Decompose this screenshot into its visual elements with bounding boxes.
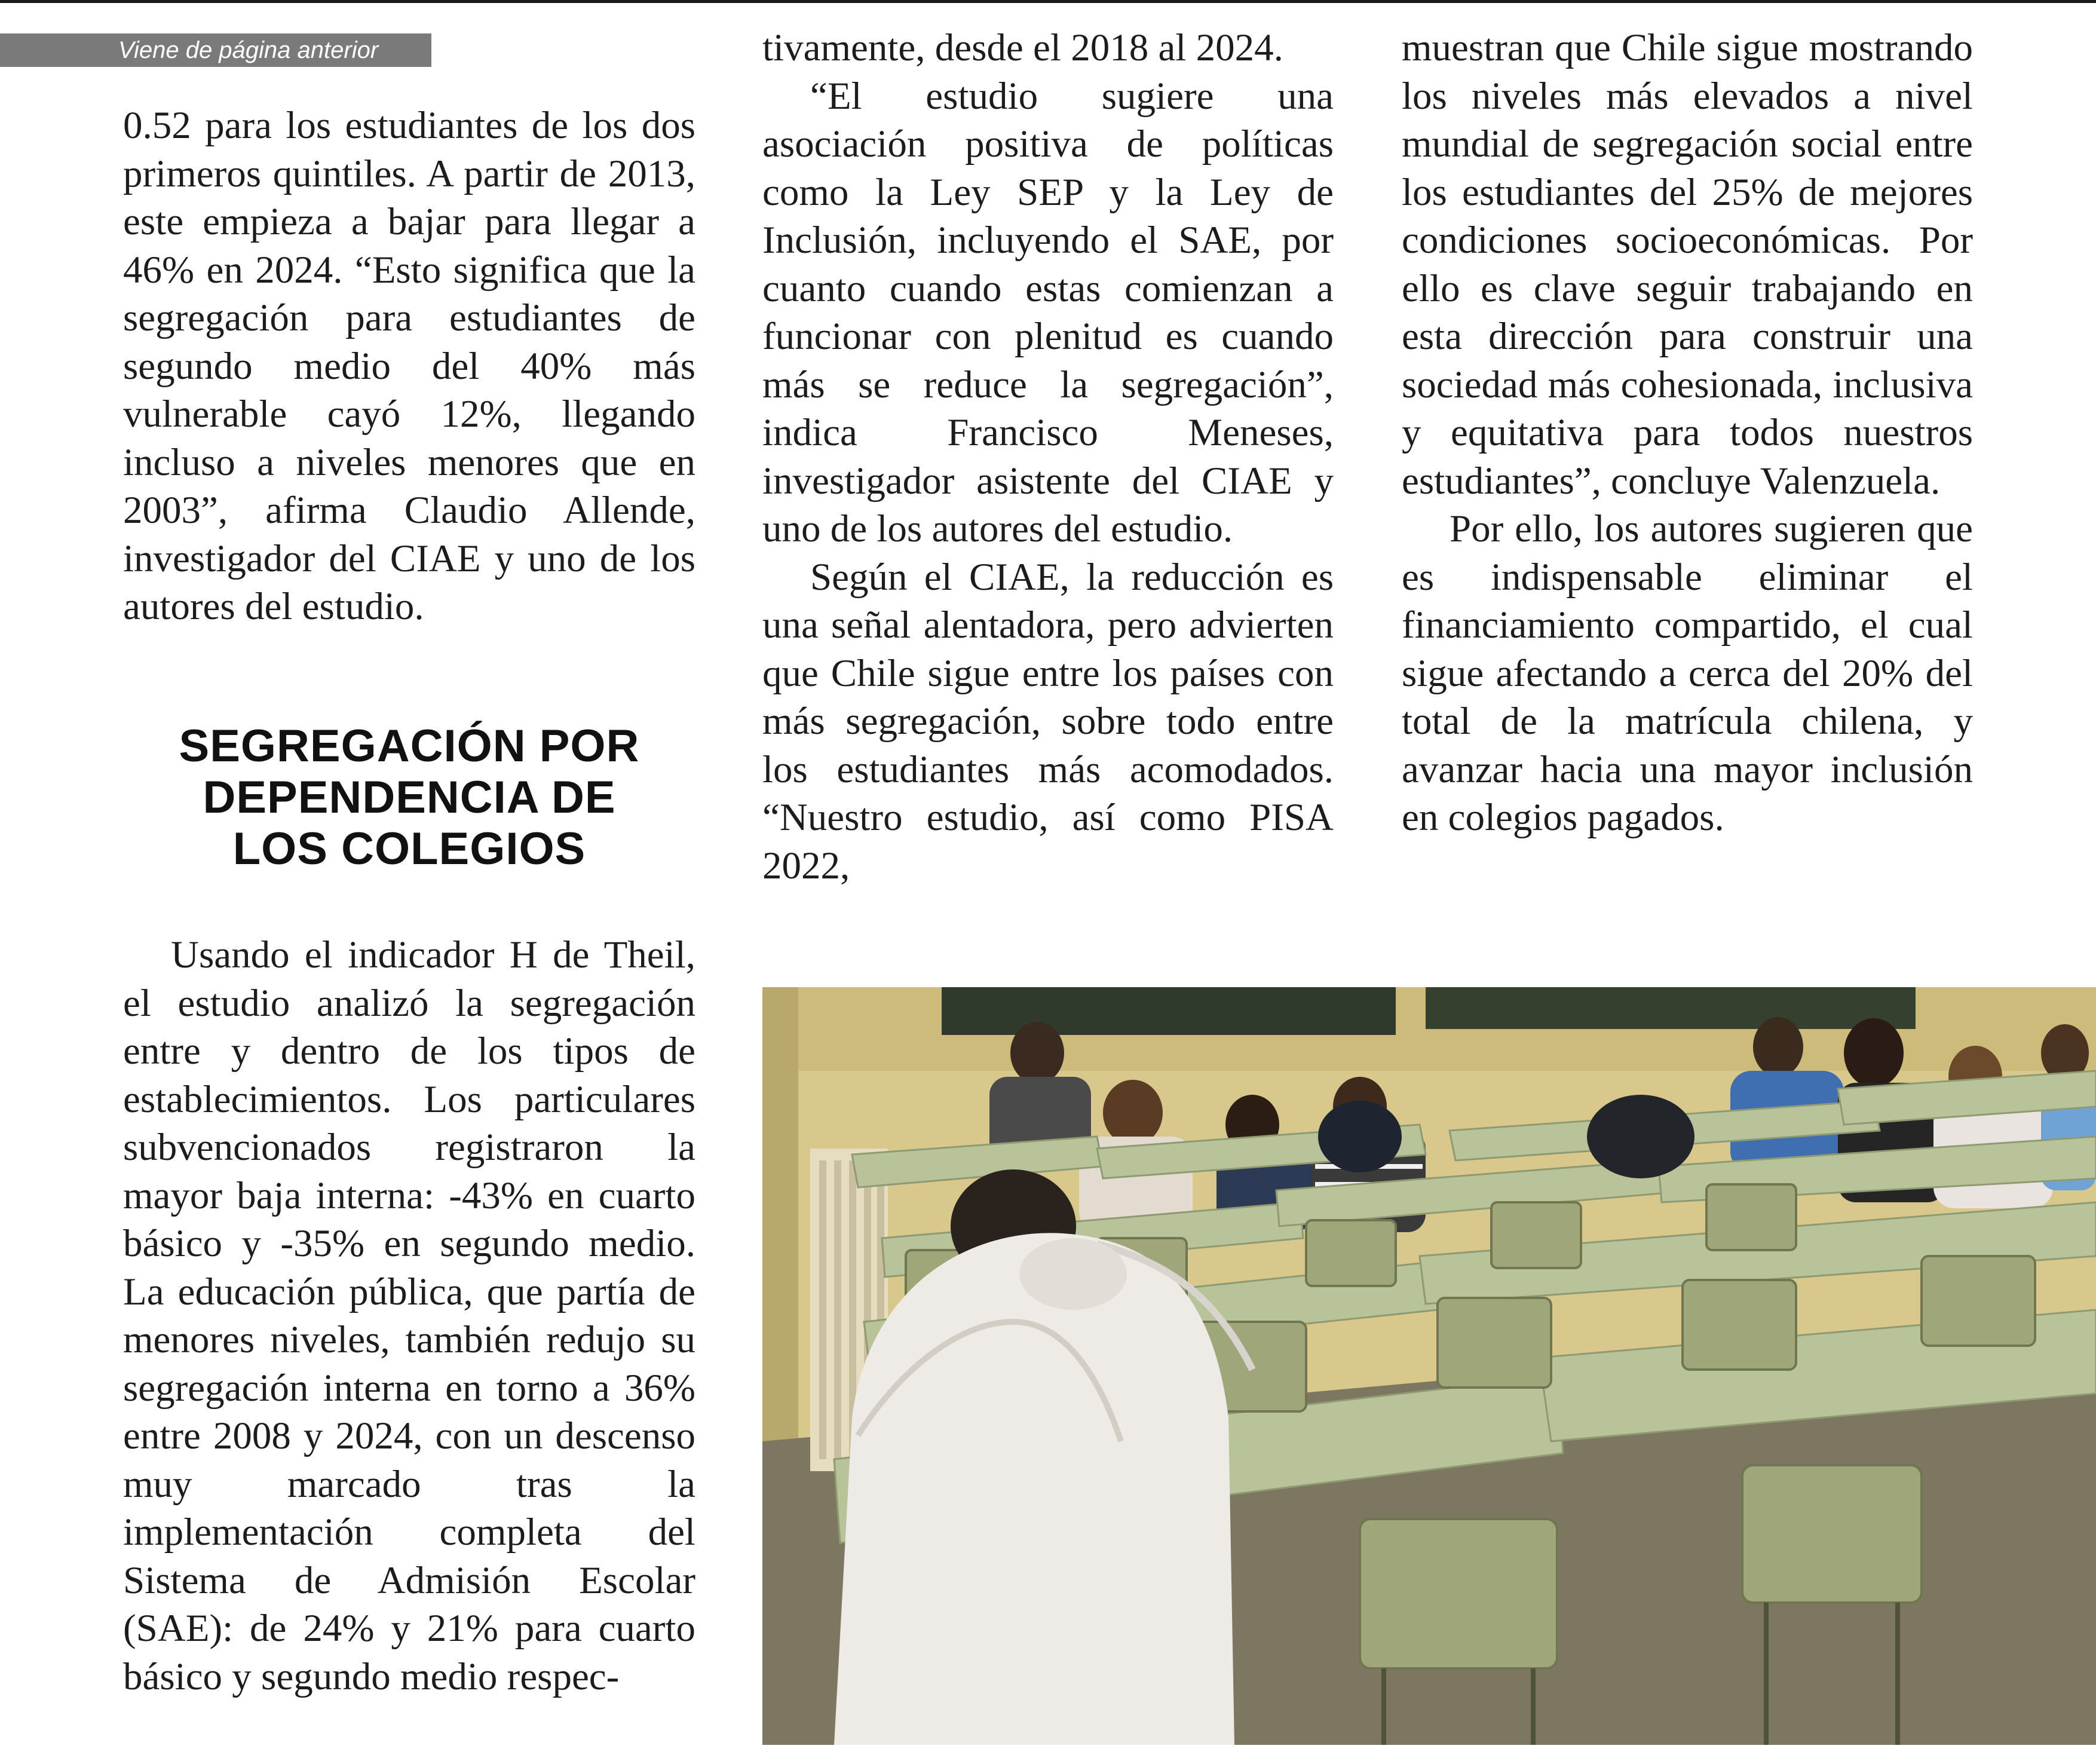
article-column-1-bottom	[123, 931, 695, 1701]
article-column-1-top	[123, 102, 695, 631]
heading-line: DEPENDENCIA DE	[203, 772, 616, 823]
paragraph: Por ello, los autores sugieren que es indispensable eliminar el financiamiento compartido, el cual sigue afectando a cerca del 20% del total de la matrícula chilena, y avanzar hacia una mayor inclusión en colegios pagados.	[1402, 507, 1973, 839]
article-column-3	[1402, 24, 1973, 842]
paragraph: muestran que Chile sigue mostrando los niveles más elevados a nivel mundial de segregación social entre los estudiantes del 25% de mejores condiciones socioeconómicas. Por ello es clave seguir trabajando en esta dirección para construir una sociedad más cohesionada, inclusiva y equitativa para todos nuestros estudiantes”, concluye Valenzuela.	[1402, 26, 1973, 503]
heading-line: LOS COLEGIOS	[232, 823, 586, 874]
paragraph: tivamente, desde el 2018 al 2024.	[762, 26, 1283, 69]
continued-from-previous-page-banner: Viene de página anterior	[0, 33, 431, 67]
paragraph: Según el CIAE, la reducción es una señal alentadora, pero advierten que Chile sigue entre los países con más segregación, sobre todo entre los estudiantes más acomodados. “Nuestro estudio, así como PISA 2022,	[762, 555, 1334, 887]
top-rule	[0, 0, 2096, 3]
paragraph: 0.52 para los estudiantes de los dos primeros quintiles. A partir de 2013, este empieza a bajar para llegar a 46% en 2024. “Esto significa que la segregación para estudiantes de segundo medio del 40% más vulnerable cayó 12%, llegando incluso a niveles menores que en 2003”, afirma Claudio Allende, investigador del CIAE y uno de los autores del estudio.	[123, 104, 695, 628]
classroom-photo	[762, 987, 2096, 1745]
article-column-2	[762, 24, 1334, 890]
classroom-illustration	[762, 987, 2096, 1745]
section-heading	[123, 721, 695, 875]
paragraph: “El estudio sugiere una asociación positiva de políticas como la Ley SEP y la Ley de Inclusión, incluyendo el SAE, por cuanto cuando estas comienzan a funcionar con plenitud es cuando más se reduce la segregación”, indica Francisco Meneses, investigador asistente del CIAE y uno de los autores del estudio.	[762, 74, 1334, 550]
paragraph: Usando el indicador H de Theil, el estudio analizó la segregación entre y dentro de los tipos de establecimientos. Los particulares subvencionados registraron la mayor baja interna: -43% en cuarto básico y -35% en segundo medio. La educación pública, que partía de menores niveles, también redujo su segregación interna en torno a 36% entre 2008 y 2024, con un descenso muy marcado tras la implementación completa del Sistema de Admisión Escolar (SAE): de 24% y 21% para cuarto básico y segundo medio respec-	[123, 933, 695, 1698]
heading-line: SEGREGACIÓN POR	[179, 721, 640, 771]
